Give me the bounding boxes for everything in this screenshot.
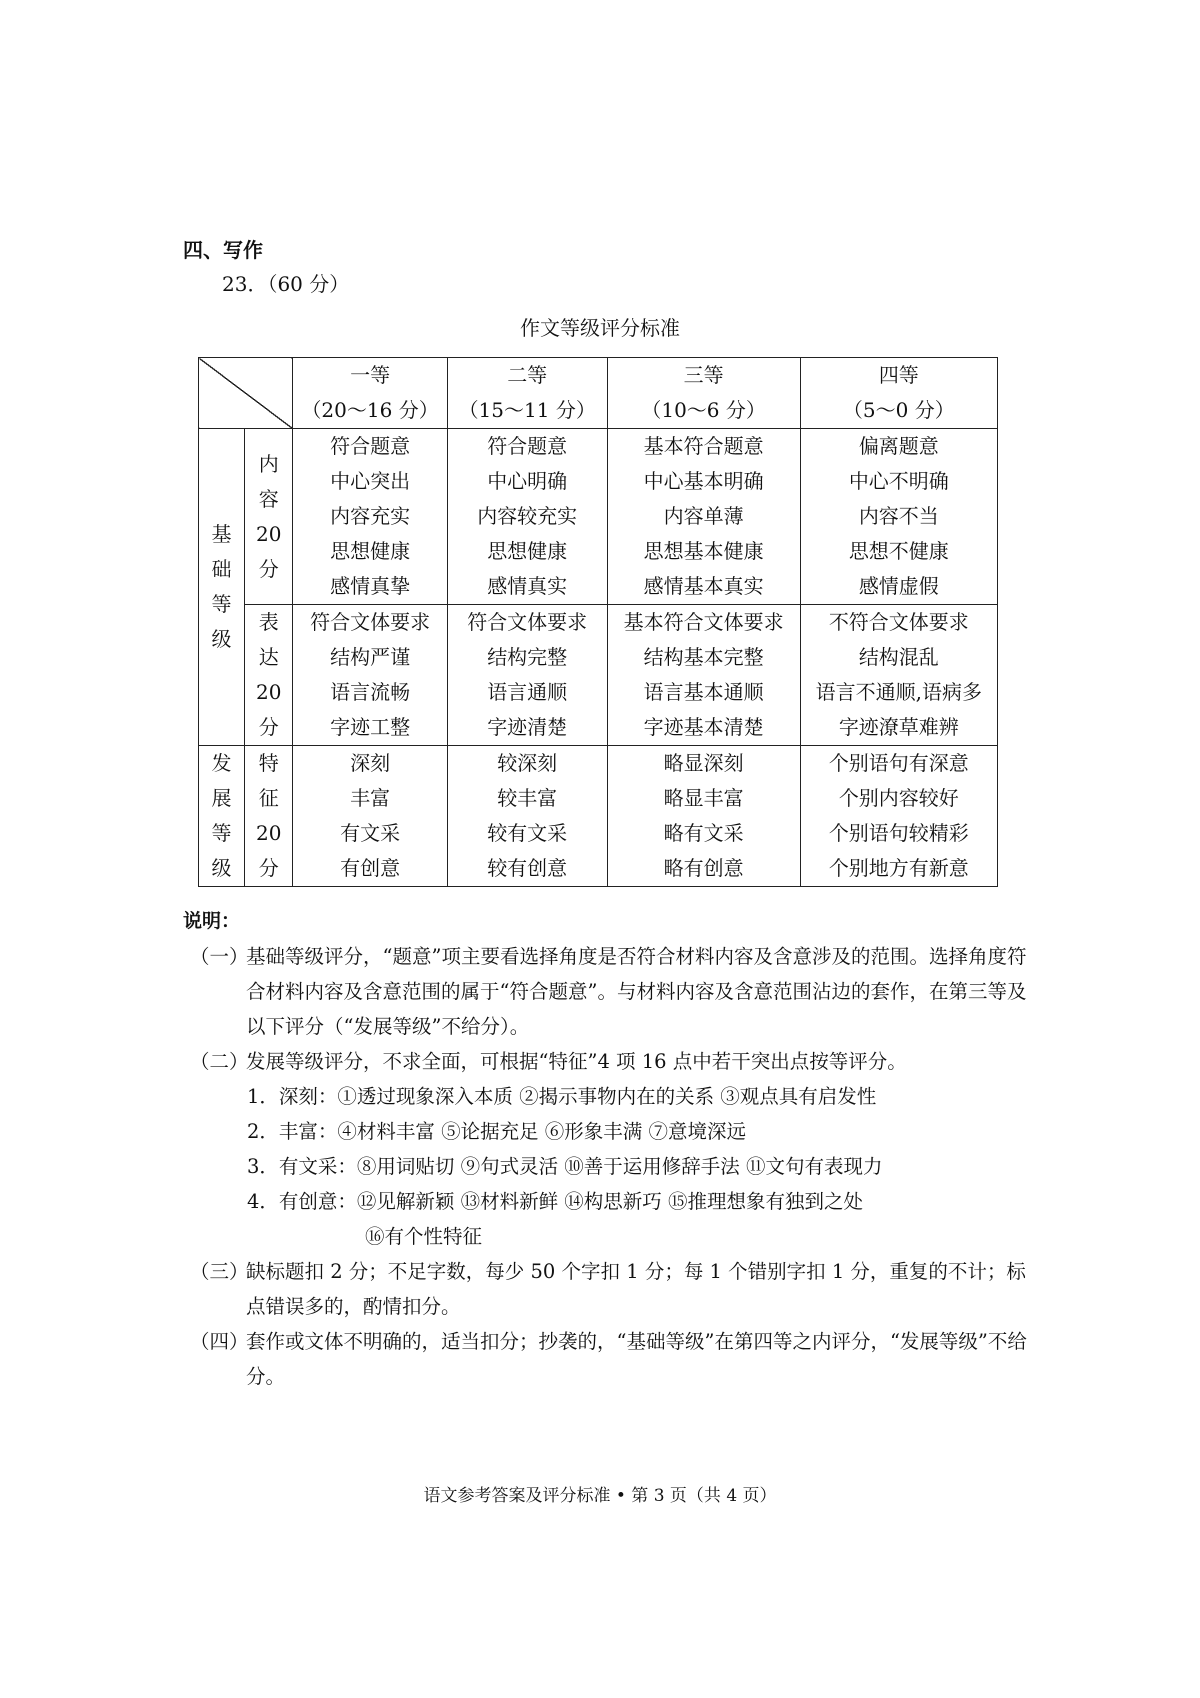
note-text: 基础等级评分，“题意”项主要看选择角度是否符合材料内容及含意涉及的范围。选择角度符合材料内容及含意范围的属于“符合题意”。与材料内容及含意范围沾边的套作，在第三等及以下评分（“发展等级”不给分）。 xyxy=(246,945,1027,1038)
table-row-features xyxy=(199,746,998,887)
grade-range: （15～11 分） xyxy=(458,398,596,422)
table-header-row xyxy=(199,358,998,429)
table-row-expression xyxy=(199,605,998,746)
criteria-cell: 略显深刻 略显丰富 略有文采 略有创意 xyxy=(607,746,800,887)
criteria-cell: 偏离题意 中心不明确 内容不当 思想不健康 感情虚假 xyxy=(800,429,997,605)
criteria-cell: 深刻 丰富 有文采 有创意 xyxy=(293,746,447,887)
criteria-cell: 基本符合文体要求 结构基本完整 语言基本通顺 字迹基本清楚 xyxy=(607,605,800,746)
question-number: 23．（60 分） xyxy=(222,272,350,296)
notes-title: 说明： xyxy=(183,910,241,932)
criteria-cell: 个别语句有深意 个别内容较好 个别语句较精彩 个别地方有新意 xyxy=(800,746,997,887)
feature-item-1: 1．深刻：①透过现象深入本质 ②揭示事物内在的关系 ③观点具有启发性 xyxy=(247,1085,877,1108)
page-footer: 语文参考答案及评分标准 • 第 3 页（共 4 页） xyxy=(423,1486,777,1506)
grade-range: （10～6 分） xyxy=(641,398,766,422)
criteria-cell: 符合文体要求 结构严谨 语言流畅 字迹工整 xyxy=(293,605,447,746)
note-1 xyxy=(190,939,1030,1044)
grade-name: 三等 xyxy=(683,363,724,387)
note-text: 套作或文体不明确的，适当扣分；抄袭的，“基础等级”在第四等之内评分，“发展等级”不给分。 xyxy=(246,1330,1027,1388)
grade-header-2 xyxy=(447,358,607,429)
note-number: （四） xyxy=(190,1330,249,1353)
criteria-cell: 较深刻 较丰富 较有文采 较有创意 xyxy=(447,746,607,887)
grade-range: （20～16 分） xyxy=(301,398,439,422)
note-2 xyxy=(190,1044,1030,1079)
grade-header-1 xyxy=(293,358,447,429)
table-corner-cell xyxy=(199,358,293,429)
section-heading: 四、写作 xyxy=(183,238,263,262)
feature-item-4: 4．有创意：⑫见解新颖 ⑬材料新鲜 ⑭构思新巧 ⑮推理想象有独到之处 xyxy=(247,1190,864,1213)
note-4 xyxy=(190,1324,1030,1394)
grading-table xyxy=(198,357,998,887)
note-number: （一） xyxy=(190,945,249,968)
grade-name: 四等 xyxy=(878,363,919,387)
grade-name: 一等 xyxy=(350,363,391,387)
dimension-label-content: 内 容 20 分 xyxy=(245,429,293,605)
grade-header-3 xyxy=(607,358,800,429)
table-title: 作文等级评分标准 xyxy=(520,316,680,340)
group-label-basic: 基 础 等 级 xyxy=(199,429,245,746)
note-number: （三） xyxy=(190,1260,249,1283)
criteria-cell: 符合题意 中心突出 内容充实 思想健康 感情真挚 xyxy=(293,429,447,605)
grade-range: （5～0 分） xyxy=(842,398,955,422)
feature-item-3: 3．有文采：⑧用词贴切 ⑨句式灵活 ⑩善于运用修辞手法 ⑪文句有表现力 xyxy=(247,1155,883,1178)
grade-header-4 xyxy=(800,358,997,429)
grade-name: 二等 xyxy=(507,363,548,387)
note-text: 发展等级评分，不求全面，可根据“特征”4 项 16 点中若干突出点按等评分。 xyxy=(246,1050,907,1073)
criteria-cell: 基本符合题意 中心基本明确 内容单薄 思想基本健康 感情基本真实 xyxy=(607,429,800,605)
table-row-content xyxy=(199,429,998,605)
note-number: （二） xyxy=(190,1050,249,1073)
criteria-cell: 不符合文体要求 结构混乱 语言不通顺,语病多 字迹潦草难辨 xyxy=(800,605,997,746)
dimension-label-expression: 表 达 20 分 xyxy=(245,605,293,746)
note-3 xyxy=(190,1254,1030,1324)
criteria-cell: 符合题意 中心明确 内容较充实 思想健康 感情真实 xyxy=(447,429,607,605)
criteria-cell: 符合文体要求 结构完整 语言通顺 字迹清楚 xyxy=(447,605,607,746)
note-text: 缺标题扣 2 分；不足字数，每少 50 个字扣 1 分；每 1 个错别字扣 1 分，重复的不计；标点错误多的，酌情扣分。 xyxy=(246,1260,1026,1318)
dimension-label-features: 特 征 20 分 xyxy=(245,746,293,887)
group-label-development: 发 展 等 级 xyxy=(199,746,245,887)
feature-item-4-continued: ⑯有个性特征 xyxy=(365,1225,483,1248)
feature-item-2: 2．丰富：④材料丰富 ⑤论据充足 ⑥形象丰满 ⑦意境深远 xyxy=(247,1120,747,1143)
